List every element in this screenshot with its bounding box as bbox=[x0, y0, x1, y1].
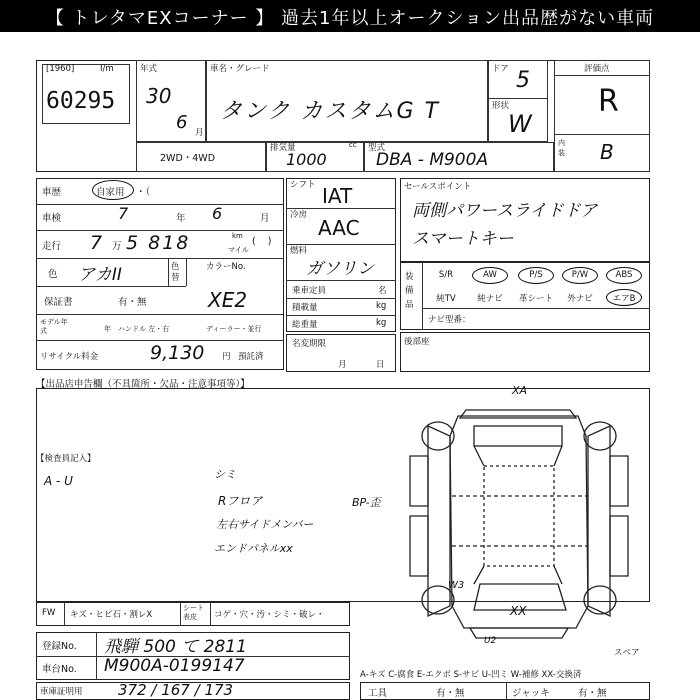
spec-line-3 bbox=[286, 280, 396, 281]
door-value: 5 bbox=[516, 68, 530, 93]
warranty-options: 有・無 bbox=[118, 297, 147, 308]
color-sub-label: 色替 bbox=[171, 262, 180, 283]
inspector-line-3: 左右サイドメンバー bbox=[216, 518, 314, 531]
capacity-2-unit: kg bbox=[376, 318, 387, 328]
mileage-man: 7 bbox=[90, 232, 103, 254]
equipment-row2-item-0: 純TV bbox=[436, 294, 456, 304]
year-month: 6 bbox=[176, 112, 188, 133]
model-year-label: モデル年式 bbox=[40, 318, 68, 335]
ac-label: 冷房 bbox=[290, 210, 308, 220]
year-month-unit: 月 bbox=[195, 128, 204, 138]
diagram-note-bottom: XX bbox=[510, 604, 527, 618]
row-line-3 bbox=[36, 258, 284, 259]
capacity-1-label: 積載量 bbox=[292, 303, 318, 313]
score-value: R bbox=[598, 84, 619, 119]
capacity-2-label: 総重量 bbox=[292, 320, 318, 330]
color-value: アカII bbox=[78, 265, 122, 285]
lot-suffix: I/m bbox=[100, 64, 114, 74]
handle-text: ハンドル 左・右 bbox=[118, 325, 170, 333]
inspector-line-4: エンドパネルxx bbox=[214, 542, 293, 555]
inspection-month-unit: 月 bbox=[260, 213, 270, 224]
equipment-navi-line bbox=[422, 308, 650, 309]
recycle-label: リサイクル料金 bbox=[40, 352, 99, 362]
displacement-unit: cc bbox=[349, 141, 357, 149]
recycle-unit: 円 bbox=[222, 352, 231, 362]
capacity-1-unit: kg bbox=[376, 301, 387, 311]
year-label: 年式 bbox=[140, 64, 158, 74]
row-line-6 bbox=[36, 340, 284, 341]
sales-line-1: 両側パワースライドドア bbox=[412, 201, 598, 221]
shift-value: IAT bbox=[322, 184, 353, 208]
fuel-label: 燃料 bbox=[290, 246, 308, 256]
spec-line-4 bbox=[286, 298, 396, 299]
tools-label: 工具 bbox=[368, 688, 388, 699]
spec-line-5 bbox=[286, 315, 396, 316]
drive-text: 2WD・4WD bbox=[160, 153, 216, 164]
name-label: 車名・グレード bbox=[210, 64, 270, 74]
fw-divider-3 bbox=[210, 602, 211, 626]
inspection-label: 車検 bbox=[42, 213, 62, 224]
equipment-row2-item-2: 革シート bbox=[518, 294, 553, 304]
mileage-man-unit: 万 bbox=[112, 241, 122, 252]
equipment-divider bbox=[422, 262, 423, 330]
equipment-label: 装備品 bbox=[405, 272, 414, 310]
color-label: 色 bbox=[48, 269, 58, 280]
row-line-1 bbox=[36, 204, 284, 205]
registration-label: 登録No. bbox=[42, 641, 77, 652]
jack-options: 有・無 bbox=[578, 688, 607, 699]
registration-value: 飛騨 500 て 2811 bbox=[104, 637, 247, 657]
ac-value: AAC bbox=[318, 216, 360, 240]
history-value: 自家用 bbox=[96, 187, 125, 198]
model-value: DBA - M900A bbox=[376, 150, 489, 170]
fw-divider-1 bbox=[64, 602, 65, 626]
diagram-note-top: XA bbox=[512, 384, 528, 397]
dealer-text: ディーラー・並行 bbox=[206, 325, 262, 333]
tools-divider bbox=[506, 682, 507, 700]
fw-text: キズ・ヒビ石・割レX bbox=[70, 610, 153, 620]
displacement-value: 1000 bbox=[286, 150, 327, 169]
score-divider bbox=[554, 134, 650, 135]
color-divider-2 bbox=[186, 258, 187, 286]
banner-text: 【 トレタマEXコーナー 】 過去1年以上オークション出品歴がない車両 bbox=[45, 8, 655, 29]
damage-legend: A-キズ C-腐食 E-エクボ S-サビ U-凹ミ W-補修 XX-交換済 bbox=[360, 670, 582, 680]
equipment-row1-circle-2 bbox=[518, 267, 554, 284]
lot-year-code: [1960] bbox=[46, 64, 75, 74]
recycle-status: 預託済 bbox=[238, 352, 264, 362]
cert-label: 車庫証明用 bbox=[40, 687, 83, 697]
navi-label: ナビ型番： bbox=[428, 315, 471, 325]
jack-label: ジャッキ bbox=[512, 688, 550, 699]
chassis-value: M900A-0199147 bbox=[104, 656, 245, 676]
name-change-label: 名変期限 bbox=[292, 339, 327, 349]
fuel-value: ガソリン bbox=[306, 259, 374, 279]
inspector-side-note: BP-歪 bbox=[352, 496, 381, 509]
capacity-0-label: 乗車定員 bbox=[292, 286, 327, 296]
spare-label: スペア bbox=[614, 648, 640, 658]
recycle-value: 9,130 bbox=[150, 342, 205, 364]
seat-label: シート表皮 bbox=[183, 604, 204, 621]
mileage-label: 走行 bbox=[42, 241, 62, 252]
equipment-row1-circle-1 bbox=[472, 267, 508, 284]
inspector-line-2: Rフロア bbox=[218, 494, 263, 508]
equipment-row1-item-1: AW bbox=[483, 270, 497, 280]
model-year-unit: 年 bbox=[104, 325, 111, 333]
capacity-0-unit: 名 bbox=[378, 286, 387, 296]
warranty-label: 保証書 bbox=[44, 297, 73, 308]
shape-label: 形状 bbox=[492, 101, 510, 111]
score-label: 評価点 bbox=[584, 64, 610, 74]
equipment-row1-item-2: P/S bbox=[529, 270, 543, 280]
equipment-row1-item-4: ABS bbox=[615, 270, 633, 280]
equipment-row1-circle-4 bbox=[606, 267, 642, 284]
equipment-row1-item-0: S/R bbox=[438, 270, 454, 280]
mileage-unit-mile: マイル bbox=[228, 246, 249, 254]
color-code-label: カラーNo. bbox=[206, 262, 246, 272]
history-label: 車歴 bbox=[42, 187, 62, 198]
equipment-row2-item-3: 外ナビ bbox=[567, 294, 593, 304]
inspector-line-0: A - U bbox=[44, 474, 73, 488]
year-value: 30 bbox=[146, 84, 172, 108]
inspection-month: 6 bbox=[212, 204, 223, 223]
shape-value: W bbox=[508, 110, 532, 138]
fw-divider-2 bbox=[180, 602, 181, 626]
seat-text: コゲ・穴・汚・シミ・破レ・ bbox=[214, 610, 325, 620]
diagram-note-left: W3 bbox=[448, 580, 465, 591]
mileage-unit-km: km bbox=[232, 232, 243, 240]
declaration-label: 【出品店申告欄（不具箇所・欠品・注意事項等）】 bbox=[36, 379, 250, 390]
rear-seat-label: 後部座 bbox=[404, 337, 430, 347]
model-label: 型式 bbox=[368, 143, 386, 153]
equipment-row2-circle-4 bbox=[606, 289, 642, 306]
name-change-day: 日 bbox=[376, 360, 385, 370]
equipment-row2-item-1: 純ナビ bbox=[477, 294, 503, 304]
displacement-label: 排気量 bbox=[270, 143, 296, 153]
rear-seat-frame bbox=[400, 332, 650, 372]
fw-label: FW bbox=[42, 608, 56, 618]
interior-label: 内装 bbox=[558, 139, 565, 157]
row-line-5 bbox=[36, 314, 284, 315]
inspection-year-unit: 年 bbox=[176, 213, 186, 224]
color-code-value: XE2 bbox=[208, 288, 248, 312]
name-change-unit: 月 bbox=[338, 360, 347, 370]
inspection-year: 7 bbox=[118, 204, 129, 223]
door-label: ドア bbox=[492, 64, 509, 74]
inspector-label: 【検査員記入】 bbox=[36, 454, 96, 464]
shift-label: シフト bbox=[290, 180, 316, 190]
score-header-line bbox=[554, 75, 650, 76]
lot-number: 60295 bbox=[46, 88, 116, 114]
row-line-2 bbox=[36, 230, 284, 231]
history-circle bbox=[92, 180, 134, 200]
tools-options: 有・無 bbox=[436, 688, 465, 699]
equipment-row1-item-3: P/W bbox=[571, 270, 589, 280]
sales-label: セールスポイント bbox=[404, 182, 472, 192]
inspector-line-1: シミ bbox=[214, 468, 236, 481]
cert-values: 372 / 167 / 173 bbox=[118, 681, 234, 699]
diagram-note-u2: U2 bbox=[484, 636, 497, 646]
sales-line-2: スマートキー bbox=[412, 229, 514, 249]
mileage-value: 5 818 bbox=[126, 232, 191, 254]
history-rest: ・（ bbox=[136, 187, 151, 198]
car-name: タンク カスタムG T bbox=[220, 99, 441, 124]
chassis-label: 車台No. bbox=[42, 664, 77, 675]
equipment-row2-item-4: エアB bbox=[612, 294, 636, 304]
equipment-row1-circle-3 bbox=[562, 267, 598, 284]
mileage-paren: ( ) bbox=[252, 236, 272, 247]
row-line-4 bbox=[36, 286, 186, 287]
color-divider-1 bbox=[168, 258, 169, 286]
interior-value: B bbox=[600, 140, 614, 164]
